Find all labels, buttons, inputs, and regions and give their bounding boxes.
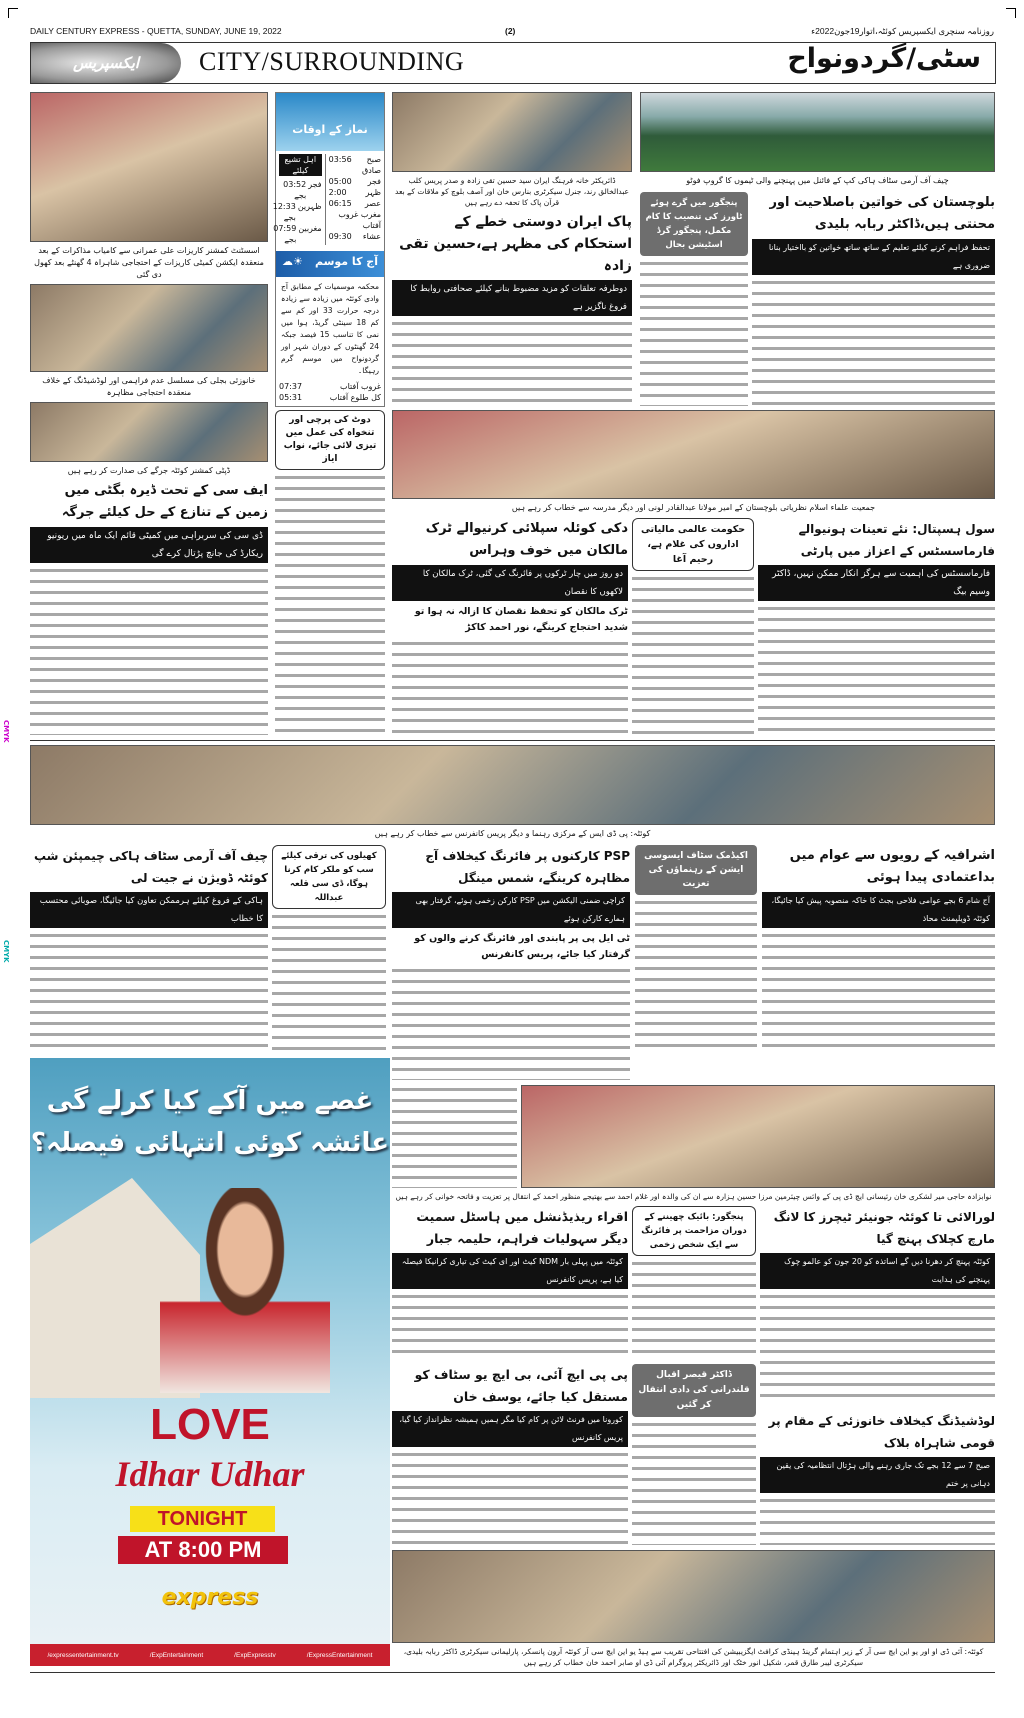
- dateline-english: DAILY CENTURY EXPRESS - QUETTA, SUNDAY, JUNE 19, 2022: [30, 26, 282, 36]
- subheadline-secondary: ٹرک مالکان کو تحفظ نقصان کا ازالہ نہ ہوا تو شدید احتجاج کرینگے، نور احمد کاکڑ: [414, 606, 628, 633]
- loadshedding-article: [760, 1410, 995, 1545]
- express-entertainment-logo: express: [161, 1585, 259, 1610]
- divider: [30, 1672, 995, 1673]
- exhibition-photo-block: [392, 1550, 995, 1668]
- article-body: [272, 912, 386, 1053]
- sports-article: [272, 845, 386, 1053]
- article-body: [30, 931, 268, 1053]
- news-box: پنجگور: بائیک چھیننے کے دوران مزاحمت پر فائرنگ سے ایک شخص زخمی: [632, 1206, 756, 1256]
- headline: پی پی ایچ آئی، بی ایچ یو سٹاف کو مستقل کیا جائے، یوسف خان: [414, 1367, 628, 1404]
- prayer-time: 07:59 بجے: [273, 224, 297, 244]
- article-body: [752, 278, 995, 406]
- photo-caption: چیف آف آرمی سٹاف ہاکی کپ کے فائنل میں پہنچنے والی ٹیموں کا گروپ فوٹو: [686, 176, 949, 185]
- qaiser-article: [632, 1364, 756, 1545]
- academic-staff-article: [635, 845, 757, 1053]
- prayer-name: فجر: [367, 177, 381, 186]
- news-box: کھیلوں کی ترقی کیلئے سب کو ملکر کام کرنا ہوگا، ڈی سی قلعہ عبداللہ: [272, 845, 386, 909]
- subheadline: کوئٹہ پہنچ کر دھرنا دیں گے اساتذہ کو 20 جون کو عالمو چوک پہنچنے کی ہدایت: [760, 1253, 995, 1289]
- psp-article: [392, 845, 630, 1080]
- press-conference-photo-block: [30, 745, 995, 840]
- youtube-link[interactable]: /ExpressEntertainment: [306, 1651, 373, 1659]
- subheadline: دو روز میں چار ٹرکوں پر فائرنگ کی گئی، ٹرک مالکان کا لاکھوں کا نقصان: [392, 565, 628, 601]
- subheadline: صبح 7 سے 12 بجے تک جاری رہنے والی ہڑتال انتظامیہ کی یقین دہانی پر ختم: [760, 1457, 995, 1493]
- news-photo: [30, 402, 268, 462]
- news-photo: [521, 1085, 995, 1188]
- weather-title-text: آج کا موسم: [314, 255, 378, 268]
- website-link[interactable]: /expressentertainment.tv: [47, 1651, 119, 1659]
- ad-title-idhar-udhar: Idhar Udhar: [115, 1454, 305, 1494]
- subheadline: تحفظ فراہم کرنے کیلئے تعلیم کے ساتھ ساتھ خواتین کو بااختیار بنانا ضروری ہے: [752, 239, 995, 275]
- prayer-name: صبح صادق: [362, 155, 381, 175]
- ad-tagline: غصے میں آکے کیا کرلے گی عائشہ کوئی انتہائی فیصلہ؟: [30, 1086, 390, 1158]
- article-body: [392, 1292, 628, 1358]
- article-body: [392, 966, 630, 1080]
- headline: سول ہسپتال: نئے تعینات ہونیوالے فارماسسٹس کے اعزاز میں پارٹی: [798, 522, 995, 558]
- news-box: حکومت عالمی مالیاتی اداروں کی غلام ہے، رحیم آغا: [632, 518, 754, 571]
- news-box: اکیڈمک سٹاف ایسوسی ایشن کے رہنماؤں کی تعزیت: [635, 845, 757, 895]
- article-body: [762, 931, 995, 1053]
- weather-sun-cloud-icon: ☀☁: [282, 255, 303, 268]
- panjgur-article: [640, 192, 748, 406]
- ahle-tashi-title: اہل تشیع کیلئے: [279, 154, 322, 176]
- facebook-link[interactable]: /ExpEntertainment: [149, 1651, 204, 1659]
- prayer-name: ظہرین: [297, 202, 322, 211]
- news-box: دوٹ کی پرچی اور تنخواہ کی عمل میں تیزی لائی جائے، نواب ایاز: [275, 410, 385, 470]
- sunrise-label: کل طلوع آفتاب: [329, 393, 381, 402]
- crop-mark: [1006, 8, 1016, 18]
- photo-caption: کوئٹہ: پی ڈی ایس کے مرکزی رہنما و دیگر پریس کانفرنس سے خطاب کر رہے ہیں: [374, 829, 651, 838]
- article-body: [640, 259, 748, 406]
- photo-caption: ڈپٹی کمشنر کوئٹہ جرگے کی صدارت کر رہے ہیں: [67, 466, 231, 475]
- article-body: [760, 1496, 995, 1545]
- photo-caption: اسسٹنٹ کمشنر کاریزات علی عمرانی سے کامیاب مذاکرات کے بعد منعقدہ ایکشن کمیٹی کاریزات کے احتجاجی شاہراہ 4 گھنٹے بعد کھول دی گئی: [34, 246, 264, 279]
- article-body: [632, 1420, 756, 1545]
- article-body: [632, 1259, 756, 1358]
- news-photo: [392, 410, 995, 499]
- prayer-time: 03:56: [328, 155, 352, 164]
- ahle-tashi-list: [272, 154, 325, 245]
- article-body: [392, 319, 632, 405]
- prayer-name: عشاء: [362, 232, 381, 241]
- divider: [30, 740, 995, 741]
- section-banner: [30, 42, 996, 84]
- headline: بلوچستان کی خواتین باصلاحیت اور محنتی ہیں،ڈاکٹر ربابہ بلیدی: [769, 195, 995, 232]
- photo-caption: خانوزئی بجلی کی مسلسل عدم فراہمی اور لوڈشیڈنگ کے خلاف منعقدہ احتجاجی مظاہرہ: [42, 376, 256, 397]
- subheadline: دوطرفہ تعلقات کو مزید مضبوط بنانے کیلئے صحافتی روابط کا فروغ ناگزیر ہے: [392, 280, 632, 316]
- article-body: [632, 574, 754, 735]
- subheadline: کورونا میں فرنٹ لائن پر کام کیا مگر ہمیں ہمیشہ نظرانداز کیا گیا، پریس کانفرنس: [392, 1411, 628, 1447]
- headline: لوڈشیڈنگ کیخلاف خانوزئی کے مقام پر قومی شاہراہ بلاک: [768, 1414, 995, 1450]
- cmyk-mark: CMYK: [2, 720, 10, 743]
- headline: اشرافیہ کے رویوں سے عوام میں بداعتمادی پیدا ہوئی: [789, 848, 995, 885]
- sunrise-time: 05:31: [279, 393, 303, 402]
- ad-social-footer: [30, 1644, 390, 1666]
- subheadline: کراچی ضمنی الیکشن میں PSP کارکن زخمی ہوئے، گرفتار بھی ہمارے کارکن ہوئے: [392, 892, 630, 928]
- article-body: [392, 639, 628, 735]
- news-box: ڈاکٹر قیصر اقبال قلندرانی کی دادی انتقال کر گئیں: [632, 1364, 756, 1417]
- article-body: [392, 1450, 628, 1545]
- prayer-times-panel: [272, 92, 385, 407]
- prayer-time: 03:52 بجے: [283, 180, 307, 200]
- crop-mark: [8, 8, 18, 18]
- instagram-twitter-link[interactable]: /ExpExpresstv: [234, 1651, 276, 1659]
- weather-title: [276, 251, 384, 277]
- loralai-article: [760, 1206, 995, 1404]
- headline: لورالائی تا کوئٹہ جونیئر ٹیچرز کا لانگ مارچ کچلاک پہنچ گیا: [773, 1210, 995, 1246]
- prayer-times-list: [325, 154, 384, 245]
- sunset-label: غروب آفتاب: [340, 382, 381, 391]
- headline: دکی کوئلہ سپلائی کرنیوالے ٹرک مالکان میں خوف وہراس: [425, 521, 628, 558]
- article-body: [635, 898, 757, 1053]
- news-photo: [640, 92, 995, 172]
- subheadline-secondary: ٹی ایل پی پر پابندی اور فائرنگ کرنے والوں کو گرفتار کیا جائے، پریس کانفرنس: [414, 933, 630, 960]
- dateline-urdu: روزنامہ سنچری ایکسپریس کوئٹہ،اتوار19جون2022ء: [811, 26, 994, 36]
- photo-caption: کوئٹہ: آئی ڈی او اور یو این ایچ سی آر کے زیر اہتمام گرینڈ ہینڈی کرافٹ ایگزیبیشن کی افتتاحی تقریب سے ہیڈ یو این ایچ سی آر کوئٹہ آرون پانسکر، پارلیمانی سیکرٹری ڈاکٹر ربابہ بلیدی، سیکرٹری لیبر طارق قمر، شکیل انور خٹک اور ڈائریکٹر پروگرام آئی ڈی او صابر احمد خان خطاب کر رہے ہیں: [403, 1647, 984, 1667]
- headline: اقراء ریذیڈنشل میں ہاسٹل سمیت دیگر سہولیات فراہم، حلیمہ جبار: [416, 1209, 628, 1246]
- condolence-photo-row: [392, 1085, 995, 1188]
- condolence-photo-block: [392, 1085, 995, 1202]
- page-number: (2): [505, 26, 516, 36]
- prayer-name: عصر: [364, 199, 381, 208]
- panjgur-firing-article: [632, 1206, 756, 1358]
- hockey-article: [30, 845, 268, 1053]
- hockey-photo-block: [640, 92, 995, 187]
- cmyk-mark: CMYK: [2, 940, 10, 963]
- prayer-weather-column: [272, 92, 385, 735]
- ulema-photo-block: [392, 410, 995, 514]
- weather-text: محکمہ موسمیات کے مطابق آج وادی کوئٹہ میں زیادہ سے زیادہ درجہ حرارت 33 اور کم سے کم 18 سینٹی گریڈ، ہوا میں نمی کا تناسب 15 فیصد جبکہ 24 گھنٹوں کے دوران شہر اور گردونواح میں موسم گرم رہیگا۔: [281, 282, 380, 375]
- ad-title-love: LOVE: [150, 1400, 270, 1449]
- news-photo: [30, 745, 995, 825]
- article-body: [30, 566, 268, 735]
- subheadline: فارماسسٹس کی اہمیت سے ہرگز انکار ممکن نہیں، ڈاکٹر وسیم بیگ: [758, 565, 995, 601]
- ashrafia-article: [762, 845, 995, 1053]
- civil-hospital-article: [758, 518, 995, 735]
- tv-drama-advertisement[interactable]: [30, 1058, 390, 1644]
- news-photo: [392, 1550, 995, 1643]
- photo-caption: جمعیت علماء اسلام نظریاتی بلوچستان کے امیر مولانا عبدالقادر لونی اور دیگر مدرسہ سے خطاب کر رہے ہیں: [511, 503, 876, 512]
- ad-time: AT 8:00 PM: [118, 1536, 288, 1564]
- left-column: [30, 92, 268, 735]
- ad-actress-image: [160, 1188, 330, 1393]
- prayer-name: مغربین: [298, 224, 322, 233]
- section-title-english: CITY/SURROUNDING: [199, 47, 465, 76]
- prayer-name: ظہر: [365, 188, 381, 197]
- prayer-time: 12:33 بجے: [272, 202, 296, 222]
- balochistan-women-article: [752, 192, 995, 406]
- article-body: [392, 1085, 517, 1188]
- prayer-time: 2:00: [328, 188, 347, 197]
- prayer-name: مغرب غروب آفتاب: [338, 210, 381, 230]
- headline: پاک ایران دوستی خطے کے استحکام کی مظہر ہے،حسین تقی زادہ: [399, 214, 632, 274]
- headline: PSP کارکنوں پر فائرنگ کیخلاف آج مظاہرہ کرینگے، شمس مینگل: [425, 849, 630, 885]
- iqra-article: [392, 1206, 628, 1358]
- headline: ایف سی کے تحت ڈیرہ بگٹی میں زمین کے تنازع کے حل کیلئے جرگہ: [61, 483, 268, 520]
- photo-caption: نوابزادہ حاجی میر لشکری خان رئیسانی ایچ ڈی پی کے وائس چیئرمین مرزا حسین ہزارہ سے ان کی والدہ اور غلام احمد سے بھتیجے منظور احمد کے انتقال پر تعزیت و فاتحہ خوانی کر رہے ہیں: [395, 1192, 992, 1201]
- subheadline: ہاکی کے فروغ کیلئے ہرممکن تعاون کیا جائیگا، صوبائی محتسب کا خطاب: [30, 892, 268, 928]
- ad-tonight: TONIGHT: [130, 1506, 275, 1532]
- headline: چیف آف آرمی سٹاف ہاکی چیمپئن شپ کوئٹہ ڈویژن نے جیت لی: [33, 849, 268, 885]
- news-photo: [392, 92, 632, 172]
- news-photo: [30, 92, 268, 242]
- rahim-agha-article: [632, 518, 754, 735]
- subheadline: ڈی سی کی سربراہی میں کمیٹی قائم ایک ماہ میں ریونیو ریکارڈ کی جانچ پڑتال کرے گی: [30, 527, 268, 563]
- coal-article: [392, 518, 628, 735]
- section-title-urdu: سٹی/گردونواح: [787, 43, 981, 74]
- pphi-article: [392, 1364, 628, 1545]
- photo-caption: ڈائریکٹر خانہ فرہنگ ایران سید حسین تقی زادہ و صدر پریس کلب عبدالخالق رند، جنرل سیکرٹری بنارس خان اور آصف بلوچ کو ملاقات کے بعد قرآن پاک کا تحفہ دے رہے ہیں: [395, 176, 629, 207]
- express-logo: ایکسپریس: [31, 43, 181, 83]
- subheadline: آج شام 6 بجے عوامی فلاحی بجٹ کا خاکہ منصوبہ پیش کیا جائیگا، کوئٹہ ڈویلپمنٹ محاذ: [762, 892, 995, 928]
- prayer-time: 05:00: [328, 177, 352, 186]
- prayer-name: فجر: [308, 180, 322, 189]
- article-body: [760, 1292, 995, 1404]
- news-box: پنجگور میں گرے ہوئے ٹاورز کی تنصیب کا کام مکمل، پنجگور گرڈ اسٹیشن بحال: [640, 192, 748, 256]
- news-photo: [30, 284, 268, 372]
- iran-article: [392, 92, 632, 405]
- sunset-time: 07:37: [279, 382, 303, 391]
- article-body: [275, 473, 385, 735]
- prayer-time: 06:15: [328, 199, 352, 208]
- article-body: [758, 604, 995, 735]
- prayer-time: 09:30: [328, 232, 352, 241]
- prayer-times-title: نماز کے اوقات: [276, 93, 384, 151]
- subheadline: کوئٹہ میں پہلی بار NDM کیٹ اور ای کیٹ کی تیاری کرانیکا فیصلہ کیا ہے، پریس کانفرنس: [392, 1253, 628, 1289]
